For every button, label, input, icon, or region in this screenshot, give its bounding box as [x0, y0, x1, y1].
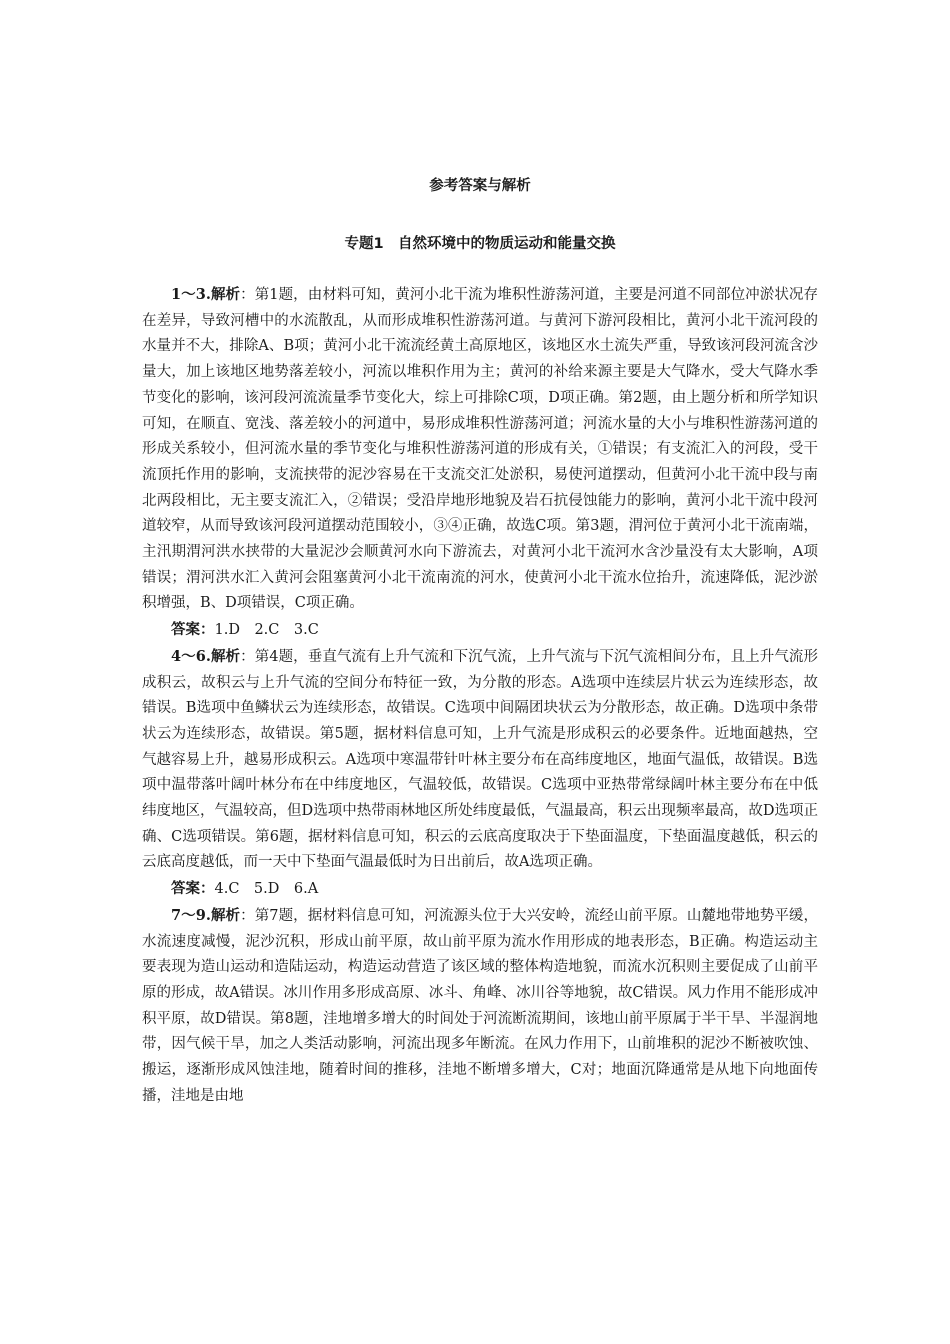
answer-label: 答案： — [171, 880, 215, 898]
answer-label: 答案： — [171, 621, 215, 639]
answer-values: 1.D 2.C 3.C — [214, 622, 319, 639]
answer-values: 4.C 5.D 6.A — [214, 881, 319, 898]
explanation-lead: 7～9.解析 — [171, 906, 241, 924]
explanation-body: ：第1题，由材料可知，黄河小北干流为堆积性游荡河道，主要是河道不同部位冲淤状况存在差异，导致河槽中的水流散乱，从而形成堆积性游荡河道。与黄河下游河段相比，黄河小北干流河段的水量并不大，排除A、B项；黄河小北干流流经黄土高原地区，该地区水土流失严重，导致该河段河流含沙量大，加上该地区地势落差较小，河流以堆积作用为主；黄河的补给来源主要是大气降水，受大气降水季节变化的影响，该河段河流流量季节变化大，综上可排除C项，D项正确。第2题，由上题分析和所学知识可知，在顺直、宽浅、落差较小的河道中，易形成堆积性游荡河道；河流水量的大小与堆积性游荡河道的形成关系较小，但河流水量的季节变化与堆积性游荡河道的形成有关，①错误；有支流汇入的河段，受干流顶托作用的影响，支流挟带的泥沙容易在干支流交汇处淤积，易使河道摆动，但黄河小北干流中段与南北两段相比，无主要支流汇入，②错误；受沿岸地形地貌及岩石抗侵蚀能力的影响，黄河小北干流中段河道较窄，从而导致该河段河道摆动范围较小，③④正确，故选C项。第3题，渭河位于黄河小北干流南端，主汛期渭河洪水挟带的大量泥沙会顺黄河水向下游流去，对黄河小北干流河水含沙量没有太大影响，A项错误；渭河洪水汇入黄河会阻塞黄河小北干流南流的河水，使黄河小北干流水位抬升，流速降低，泥沙淤积增强，B、D项错误，C项正确。 — [142, 287, 818, 612]
answer-section-1-3 — [142, 282, 818, 644]
explanation-lead: 1～3.解析 — [171, 286, 241, 303]
explanation-body: ：第7题，据材料信息可知，河流源头位于大兴安岭，流经山前平原。山麓地带地势平缓，水流速度减慢，泥沙沉积，形成山前平原，故山前平原为流水作用形成的地表形态，B正确。构造运动主要表现为造山运动和造陆运动，构造运动营造了该区域的整体构造地貌，而流水沉积则主要促成了山前平原的形成，故A错误。冰川作用多形成高原、冰斗、角峰、冰川谷等地貌，故C错误。风力作用不能形成冲积平原，故D错误。第8题，洼地增多增大的时间处于河流断流期间，该地山前平原属于半干旱、半湿润地带，因气候干旱，加之人类活动影响，河流出现多年断流。在风力作用下，山前堆积的泥沙不断被吹蚀、搬运，逐渐形成风蚀洼地，随着时间的推移，洼地不断增多增大，C对；地面沉降通常是从地下向地面传播，洼地是由地 — [142, 907, 818, 1104]
answer-section-7-9 — [142, 903, 818, 1110]
explanation-lead: 4～6.解析 — [171, 647, 241, 665]
answer-line — [142, 876, 818, 903]
explanation-paragraph — [142, 644, 818, 876]
answer-line — [142, 617, 818, 644]
document-title: 参考答案与解析 — [429, 178, 531, 194]
document-subtitle: 专题1 自然环境中的物质运动和能量交换 — [344, 236, 616, 252]
explanation-paragraph — [142, 903, 818, 1110]
explanation-paragraph — [142, 282, 818, 617]
answer-section-4-6 — [142, 644, 818, 903]
document-page — [142, 174, 818, 1110]
explanation-body: ：第4题，垂直气流有上升气流和下沉气流，上升气流与下沉气流相间分布，且上升气流形成积云，故积云与上升气流的空间分布特征一致，为分散的形态。A选项中连续层片状云为连续形态，故错误。B选项中鱼鳞状云为连续形态，故错误。C选项中间隔团块状云为分散形态，故正确。D选项中条带状云为连续形态，故错误。第5题，据材料信息可知，上升气流是形成积云的必要条件。近地面越热，空气越容易上升，越易形成积云。A选项中寒温带针叶林主要分布在高纬度地区，地面气温低，故错误。B选项中温带落叶阔叶林分布在中纬度地区，气温较低，故错误。C选项中亚热带常绿阔叶林主要分布在中低纬度地区，气温较高，但D选项中热带雨林地区所处纬度最低，气温最高，积云出现频率最高，故D选项正确、C选项错误。第6题，据材料信息可知，积云的云底高度取决于下垫面温度，下垫面温度越低，积云的云底高度越低，而一天中下垫面气温最低时为日出前后，故A选项正确。 — [142, 648, 818, 871]
